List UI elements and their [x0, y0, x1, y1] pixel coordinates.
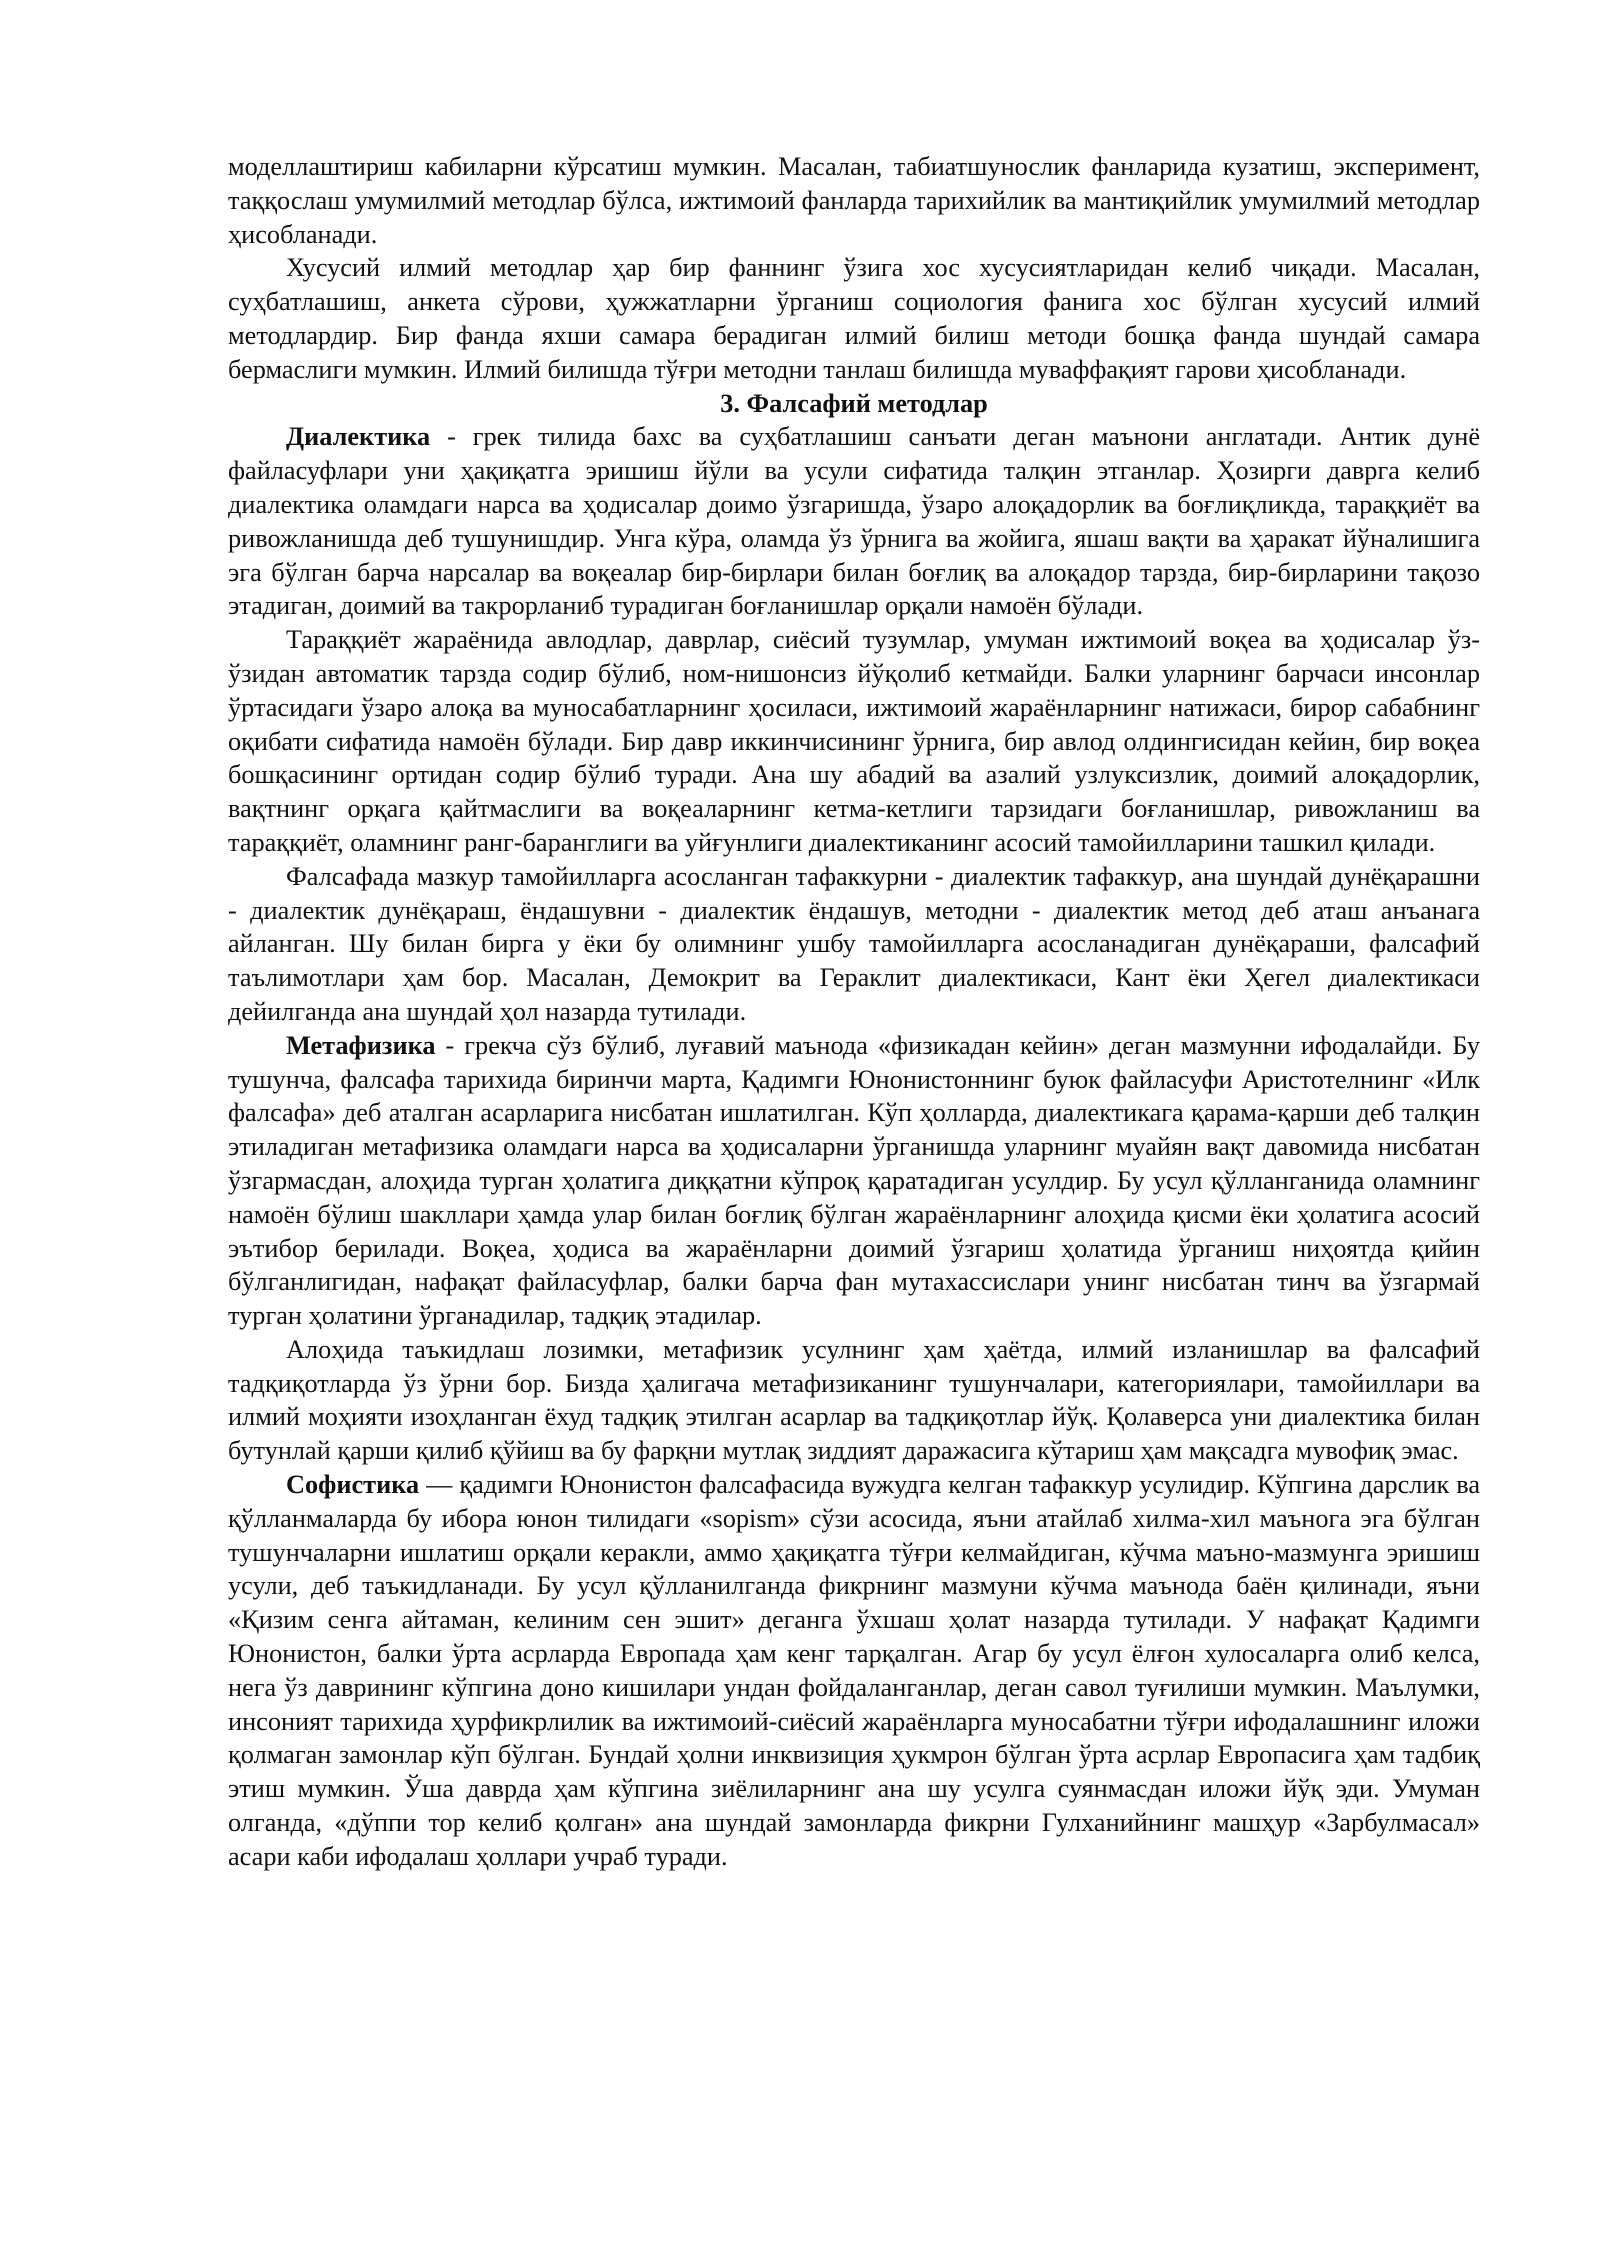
paragraph-text: Хусусий илмий методлар ҳар бир фаннинг ўзига хос хусусиятларидан келиб чиқади. Масалан, суҳбатлашиш, анкета сўрови, ҳужжатларни ўрганиш социология фанига хос бўлган хусусий илмий методлардир. Бир фанда яхши самара берадиган илмий билиш методи бошқа фанда шундай самара бермаслиги мумкин. Илмий билишда тўғри методни танлаш билишда муваффақият гарови ҳисобланади.	[228, 253, 1480, 384]
paragraph	[228, 251, 1480, 386]
paragraph	[228, 623, 1480, 860]
paragraph	[228, 1468, 1480, 1874]
document-page	[228, 150, 1480, 1874]
section-heading: 3. Фалсафий методлар	[720, 388, 988, 418]
paragraph	[228, 420, 1480, 623]
paragraph-text: - грек тилида бахс ва суҳбатлашиш санъати деган маънони англатади. Антик дунё файласуфлари уни ҳақиқатга эришиш йўли ва усули сифатида талқин этганлар. Ҳозирги даврга келиб диалектика оламдаги нарса ва ҳодисалар доимо ўзгаришда, ўзаро алоқадорлик ва боғлиқликда, тараққиёт ва ривожланишда деб тушунишдир. Унга кўра, оламда ўз ўрнига ва жойига, яшаш вақти ва ҳаракат йўналишига эга бўлган барча нарсалар ва воқеалар бир-бирлари билан боғлиқ ва алоқадор тарзда, бир-бирларини тақозо этадиган, доимий ва такрорланиб турадиган боғланишлар орқали намоён бўлади.	[228, 422, 1480, 621]
paragraph	[228, 150, 1480, 251]
paragraph-text: - грекча сўз бўлиб, луғавий маънода «физикадан кейин» деган мазмунни ифодалайди. Бу тушунча, фалсафа тарихида биринчи марта, Қадимги Юнонистоннинг буюк файласуфи Аристотелнинг «Илк фалсафа» деб аталган асарларига нисбатан ишлатилган. Кўп ҳолларда, диалектикага қарама-қарши деб талқин этиладиган метафизика оламдаги нарса ва ҳодисаларни ўрганишда уларнинг муайян вақт давомида нисбатан ўзгармасдан, алоҳида турган ҳолатига диққатни кўпроқ қаратадиган усулдир. Бу усул қўлланганида оламнинг намоён бўлиш шакллари ҳамда улар билан боғлиқ бўлган жараёнларнинг алоҳида қисми ёки ҳолатига асосий эътибор берилади. Воқеа, ҳодиса ва жараёнларни доимий ўзгариш ҳолатида ўрганиш ниҳоятда қийин бўлганлигидан, нафақат файласуфлар, балки барча фан мутахассислари унинг нисбатан тинч ва ўзгармай турган ҳолатини ўрганадилар, тадқиқ этадилар.	[228, 1030, 1480, 1331]
paragraph-text: Тараққиёт жараёнида авлодлар, даврлар, сиёсий тузумлар, умуман ижтимоий воқеа ва ҳодисалар ўз-ўзидан автоматик тарзда содир бўлиб, ном-нишонсиз йўқолиб кетмайди. Балки уларнинг барчаси инсонлар ўртасидаги ўзаро алоқа ва муносабатларнинг ҳосиласи, ижтимоий жараёнларнинг натижаси, бирор сабабнинг оқибати сифатида намоён бўлади. Бир давр иккинчисининг ўрнига, бир авлод олдингисидан кейин, бир воқеа бошқасининг ортидан содир бўлиб туради. Ана шу абадий ва азалий узлуксизлик, доимий алоқадорлик, вақтнинг орқага қайтмаслиги ва воқеаларнинг кетма-кетлиги тарзидаги боғланишлар, ривожланиш ва тараққиёт, оламнинг ранг-баранглиги ва уйғунлиги диалектиканинг асосий тамойилларини ташкил қилади.	[228, 625, 1480, 857]
paragraph-text: моделлаштириш кабиларни кўрсатиш мумкин. Масалан, табиатшунослик фанларида кузатиш, эксперимент, таққослаш умумилмий методлар бўлса, ижтимоий фанларда тарихийлик ва мантиқийлик умумилмий методлар ҳисобланади.	[228, 152, 1480, 249]
term-dialectics: Диалектика	[286, 422, 431, 452]
term-metaphysics: Метафизика	[286, 1030, 436, 1060]
paragraph-text: Фалсафада мазкур тамойилларга асосланган тафаккурни - диалектик тафаккур, ана шундай дунёқарашни - диалектик дунёқараш, ёндашувни - диалектик ёндашув, методни - диалектик метод деб аташ анъанага айланган. Шу билан бирга у ёки бу олимнинг ушбу тамойилларга асосланадиган дунёқараши, фалсафий таълимотлари ҳам бор. Масалан, Демокрит ва Гераклит диалектикаси, Кант ёки Ҳегел диалектикаси дейилганда ана шундай ҳол назарда тутилади.	[228, 861, 1480, 1026]
term-sophistry: Софистика	[286, 1470, 420, 1500]
paragraph-text: — қадимги Юнонистон фалсафасида вужудга келган тафаккур усулидир. Кўпгина дарслик ва қўлланмаларда бу ибора юнон тилидаги «sopism» сўзи асосида, яъни атайлаб хилма-хил маънога эга бўлган тушунчаларни ишлатиш орқали керакли, аммо ҳақиқатга тўғри келмайдиган, кўчма маъно-мазмунга эришиш усули, деб таъкидланади. Бу усул қўлланилганда фикрнинг мазмуни кўчма маънода баён қилинади, яъни «Қизим сенга айтаман, келиним сен эшит» деганга ўхшаш ҳолат назарда тутилади. У нафақат Қадимги Юнонистон, балки ўрта асрларда Европада ҳам кенг тарқалган. Агар бу усул ёлғон хулосаларга олиб келса, нега ўз даврининг кўпгина доно кишилари ундан фойдаланганлар, деган савол туғилиши мумкин. Маълумки, инсоният тарихида ҳурфикрлилик ва ижтимоий-сиёсий жараёнларга муносабатни тўғри ифодалашнинг иложи қолмаган замонлар кўп бўлган. Бундай ҳолни инквизиция ҳукмрон бўлган ўрта асрлар Европасига ҳам тадбиқ этиш мумкин. Ўша даврда ҳам кўпгина зиёлиларнинг ана шу усулга суянмасдан иложи йўқ эди. Умуман олганда, «дўппи тор келиб қолган» ана шундай замонларда фикрни Гулханийнинг машҳур «Зарбулмасал» асари каби ифодалаш ҳоллари учраб туради.	[228, 1470, 1480, 1871]
paragraph	[228, 1029, 1480, 1333]
paragraph	[228, 860, 1480, 1029]
paragraph	[228, 1333, 1480, 1468]
paragraph-text: Алоҳида таъкидлаш лозимки, метафизик усулнинг ҳам ҳаётда, илмий изланишлар ва фалсафий тадқиқотларда ўз ўрни бор. Бизда ҳалигача метафизиканинг тушунчалари, категориялари, тамойиллари ва илмий моҳияти изоҳланган ёхуд тадқиқ этилган асарлар ва тадқиқотлар йўқ. Қолаверса уни диалектика билан бутунлай қарши қилиб қўйиш ва бу фарқни мутлақ зиддият даражасига кўтариш ҳам мақсадга мувофиқ эмас.	[228, 1334, 1480, 1466]
